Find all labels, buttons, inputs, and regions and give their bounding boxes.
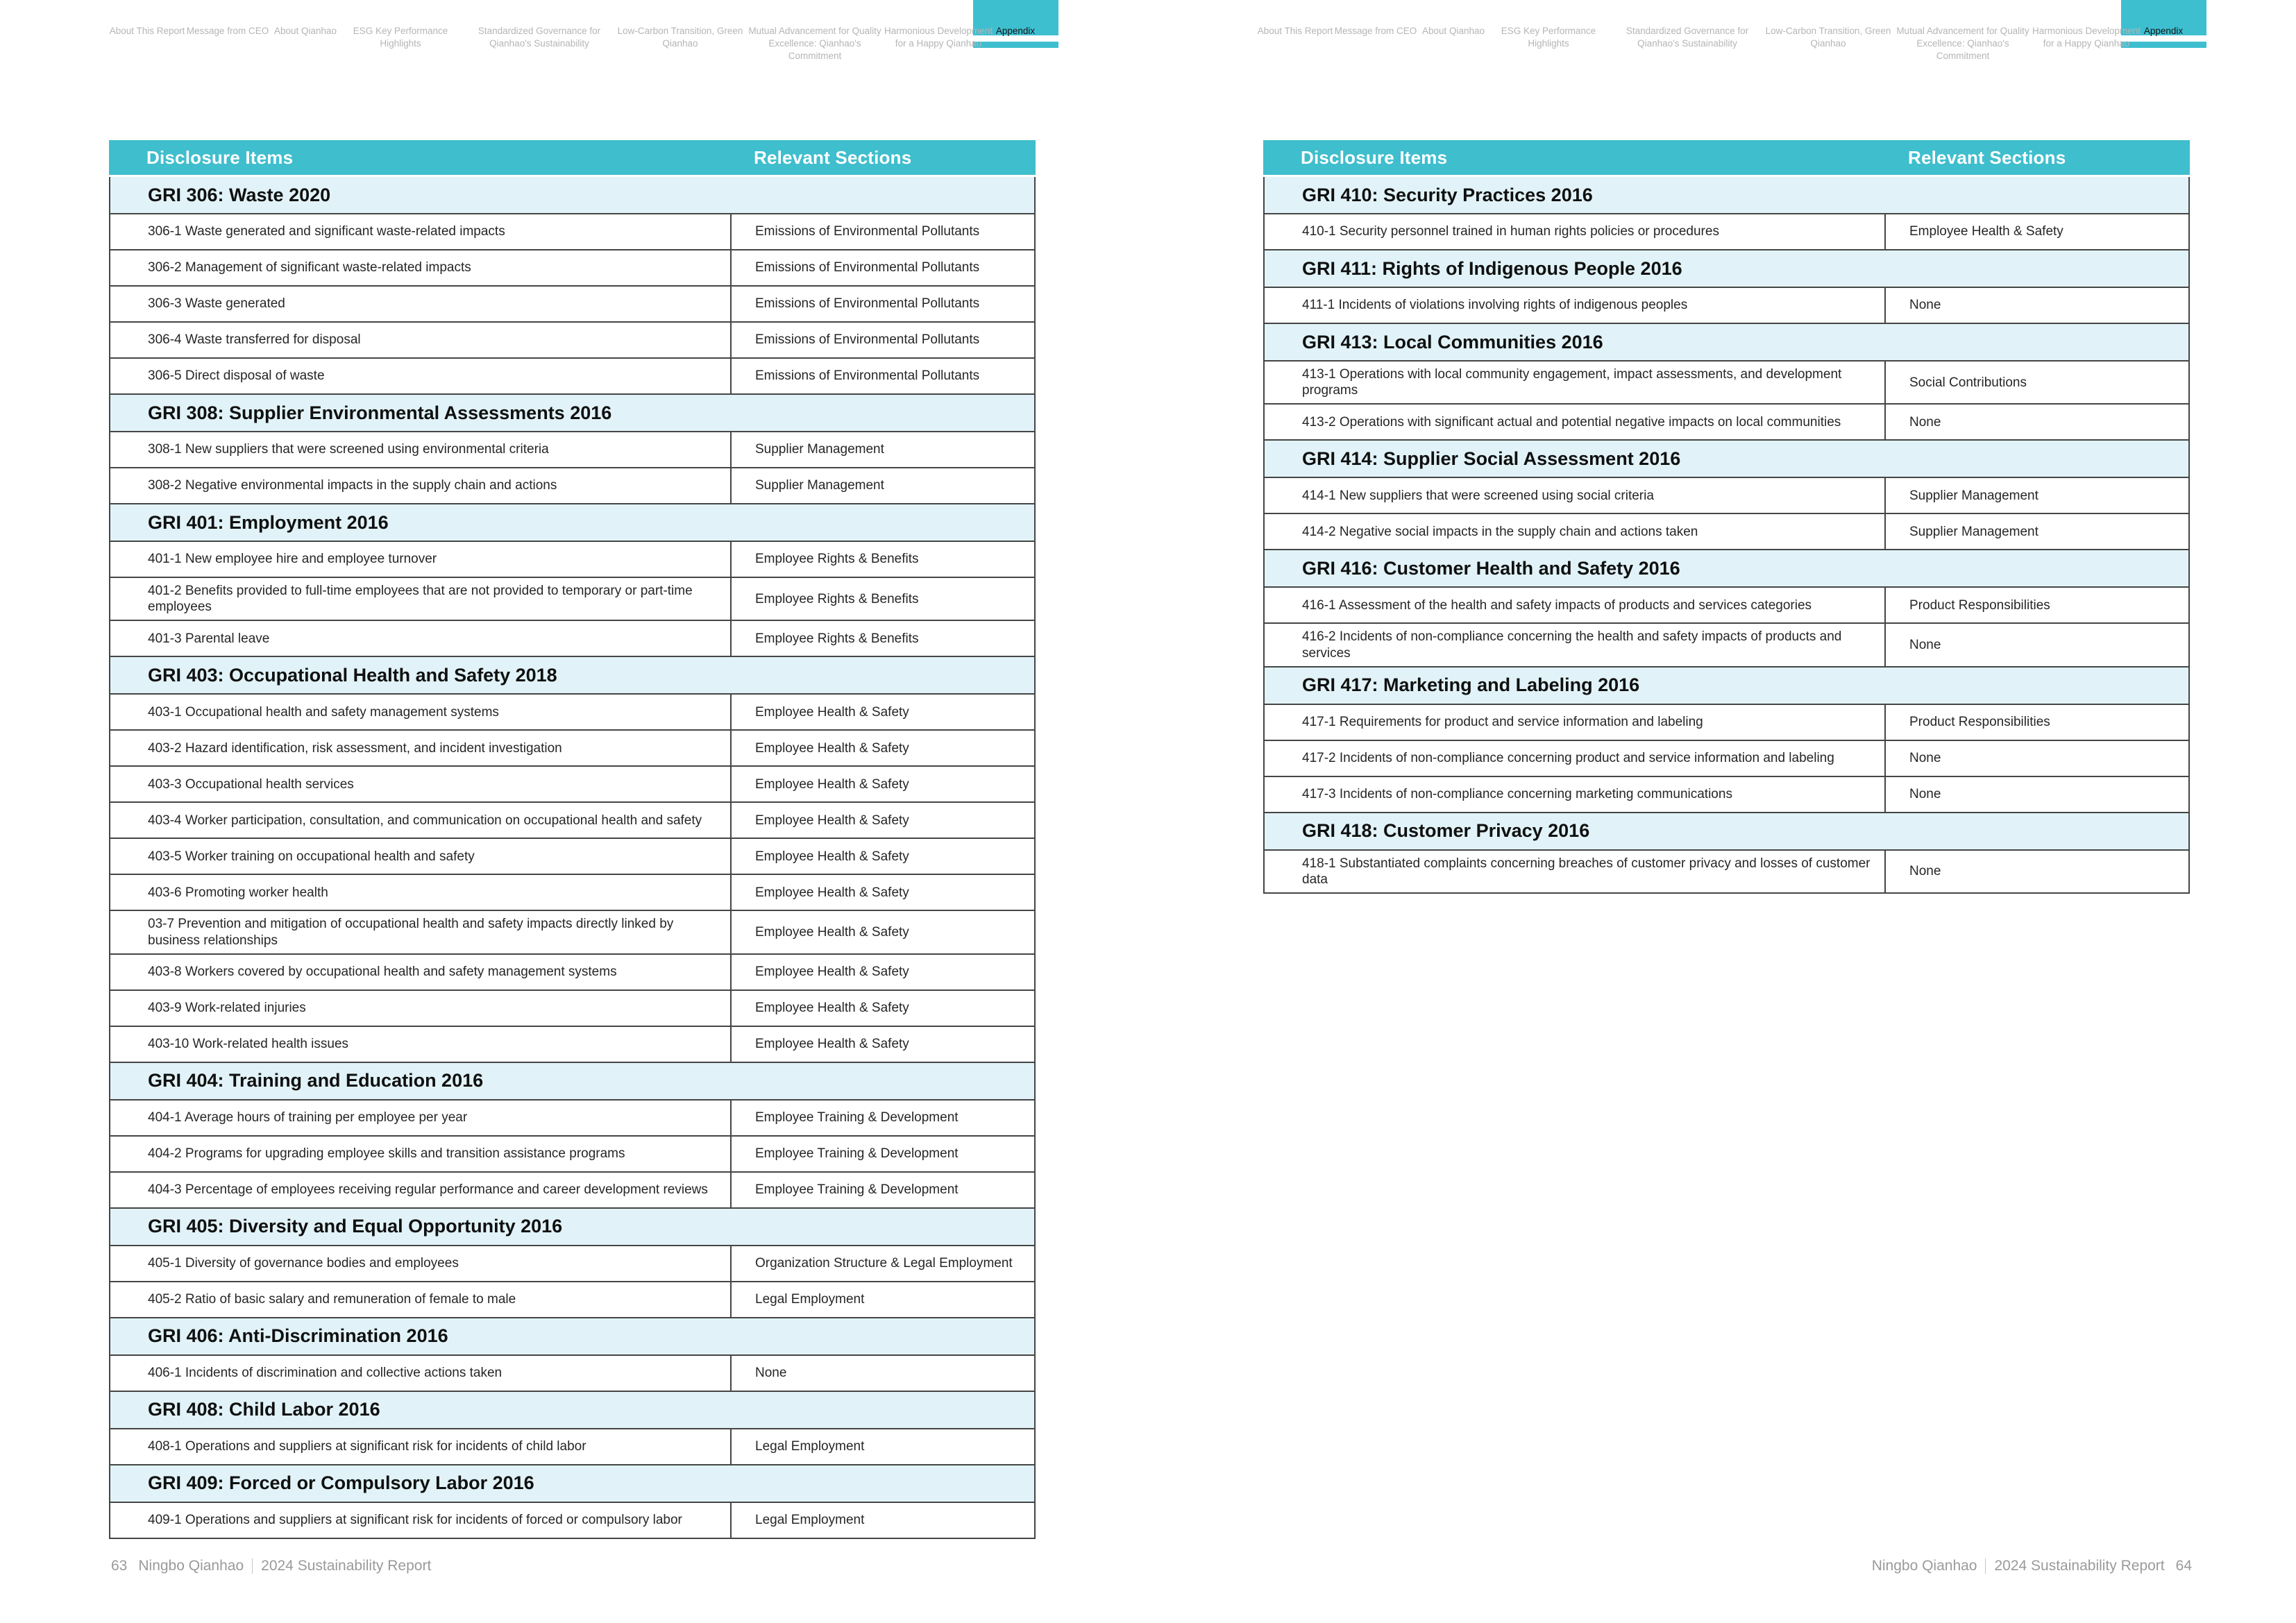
disclosure-item-cell: 416-1 Assessment of the health and safety impacts of products and services categories xyxy=(1265,588,1886,622)
disclosure-item-cell: 306-1 Waste generated and significant waste-related impacts xyxy=(110,214,732,249)
footer-divider xyxy=(252,1558,253,1574)
disclosure-item-cell: 405-2 Ratio of basic salary and remuneration of female to male xyxy=(110,1282,732,1317)
relevant-section-cell: None xyxy=(755,1366,787,1381)
relevant-section-cell: Employee Training & Development xyxy=(755,1146,959,1162)
section-header-row: GRI 403: Occupational Health and Safety 2018 xyxy=(110,656,1034,693)
section-header-row: GRI 413: Local Communities 2016 xyxy=(1265,323,2188,360)
table-row xyxy=(110,989,1034,1026)
relevant-section-cell: Employee Rights & Benefits xyxy=(755,552,919,567)
section-header-row: GRI 418: Customer Privacy 2016 xyxy=(1265,812,2188,849)
relevant-section-cell: Emissions of Environmental Pollutants xyxy=(755,332,980,348)
relevant-section-cell: Supplier Management xyxy=(1909,488,2038,503)
gri-disclosure-table xyxy=(1263,140,2190,894)
relevant-section-cell: Supplier Management xyxy=(755,478,884,493)
table-row xyxy=(110,357,1034,393)
table-row xyxy=(110,693,1034,729)
disclosure-item-cell: 308-1 New suppliers that were screened using environmental criteria xyxy=(110,432,732,467)
relevant-section-cell: Legal Employment xyxy=(755,1439,865,1454)
nav-item-mutual-advancement-for-quality-excellence-qianhao-s-commitment[interactable]: Mutual Advancement for Quality Excellence: Qianhao's Commitment xyxy=(1896,26,2029,62)
footer-page-number: 64 xyxy=(2175,1558,2192,1574)
relevant-section-cell: Product Responsibilities xyxy=(1909,715,2050,730)
disclosure-item-cell: 414-1 New suppliers that were screened using social criteria xyxy=(1265,478,1886,513)
nav-item-appendix[interactable]: Appendix xyxy=(995,26,1036,36)
disclosure-item-cell: 308-2 Negative environmental impacts in the supply chain and actions xyxy=(110,468,732,503)
relevant-section-cell: None xyxy=(1909,787,1941,802)
section-header-row: GRI 405: Diversity and Equal Opportunity 2016 xyxy=(110,1207,1034,1245)
table-row xyxy=(110,1026,1034,1062)
relevant-section-cell: Emissions of Environmental Pollutants xyxy=(755,368,980,384)
table-body xyxy=(109,177,1036,1539)
page-footer xyxy=(1872,1556,2192,1576)
table-row xyxy=(110,1281,1034,1317)
table-row xyxy=(110,801,1034,838)
section-header-row: GRI 306: Waste 2020 xyxy=(110,177,1034,213)
relevant-section-cell: Employee Health & Safety xyxy=(755,1001,909,1016)
disclosure-item-cell: 410-1 Security personnel trained in human rights policies or procedures xyxy=(1265,214,1886,249)
table-row xyxy=(1265,477,2188,513)
disclosure-item-cell: 411-1 Incidents of violations involving rights of indigenous peoples xyxy=(1265,288,1886,323)
table-row xyxy=(110,285,1034,321)
footer-brandline xyxy=(1872,1558,2165,1574)
disclosure-item-cell: 403-5 Worker training on occupational health and safety xyxy=(110,839,732,874)
top-nav xyxy=(0,0,1148,90)
relevant-section-cell: Employee Health & Safety xyxy=(755,776,909,792)
nav-item-harmonious-development-for-a-happy-qianhao[interactable]: Harmonious Development for a Happy Qianhao xyxy=(2032,26,2141,49)
nav-item-appendix[interactable]: Appendix xyxy=(2143,26,2184,36)
disclosure-item-cell: 418-1 Substantiated complaints concerning breaches of customer privacy and losses of customer data xyxy=(1265,851,1886,892)
nav-item-about-this-report[interactable]: About This Report xyxy=(109,26,185,36)
disclosure-item-cell: 403-1 Occupational health and safety management systems xyxy=(110,695,732,729)
table-row xyxy=(110,1135,1034,1171)
relevant-section-cell: Employee Health & Safety xyxy=(755,965,909,980)
footer-brand: Ningbo Qianhao xyxy=(138,1558,244,1574)
disclosure-item-cell: 406-1 Incidents of discrimination and collective actions taken xyxy=(110,1356,732,1391)
disclosure-item-cell: 417-2 Incidents of non-compliance concerning product and service information and labeling xyxy=(1265,741,1886,776)
disclosure-item-cell: 409-1 Operations and suppliers at significant risk for incidents of forced or compulsory labor xyxy=(110,1503,732,1538)
disclosure-item-cell: 403-3 Occupational health services xyxy=(110,767,732,801)
disclosure-item-cell: 417-3 Incidents of non-compliance concerning marketing communications xyxy=(1265,777,1886,812)
disclosure-item-cell: 306-3 Waste generated xyxy=(110,287,732,321)
table-row xyxy=(110,541,1034,577)
section-header-row: GRI 406: Anti-Discrimination 2016 xyxy=(110,1317,1034,1354)
disclosure-item-cell: 417-1 Requirements for product and service information and labeling xyxy=(1265,705,1886,740)
relevant-section-cell: Employee Health & Safety xyxy=(755,924,909,940)
table-row xyxy=(110,874,1034,910)
table-row xyxy=(1265,740,2188,776)
column-header-relevant-sections: Relevant Sections xyxy=(754,146,912,168)
footer-brand: Ningbo Qianhao xyxy=(1871,1558,1977,1574)
footer-brandline xyxy=(138,1558,431,1574)
table-row xyxy=(110,467,1034,503)
relevant-section-cell: None xyxy=(1909,864,1941,879)
disclosure-item-cell: 404-2 Programs for upgrading employee skills and transition assistance programs xyxy=(110,1137,732,1171)
table-header-row xyxy=(109,140,1036,175)
relevant-section-cell: Employee Rights & Benefits xyxy=(755,631,919,646)
footer-page-number: 63 xyxy=(111,1558,128,1574)
table-row xyxy=(110,765,1034,801)
disclosure-item-cell: 403-9 Work-related injuries xyxy=(110,991,732,1026)
relevant-section-cell: Organization Structure & Legal Employment xyxy=(755,1256,1013,1271)
relevant-section-cell: Emissions of Environmental Pollutants xyxy=(755,260,980,275)
nav-item-esg-key-performance-highlights[interactable]: ESG Key Performance Highlights xyxy=(353,26,448,49)
table-row xyxy=(1265,849,2188,892)
disclosure-item-cell: 306-5 Direct disposal of waste xyxy=(110,359,732,393)
table-row xyxy=(110,1354,1034,1391)
disclosure-item-cell: 414-2 Negative social impacts in the supply chain and actions taken xyxy=(1265,514,1886,549)
relevant-section-cell: Supplier Management xyxy=(1909,524,2038,539)
relevant-section-cell: Employee Health & Safety xyxy=(755,849,909,864)
table-row xyxy=(110,249,1034,285)
top-nav xyxy=(1148,0,2296,90)
nav-item-low-carbon-transition-green-qianhao[interactable]: Low-Carbon Transition, Green Qianhao xyxy=(617,26,743,49)
table-body xyxy=(1263,177,2190,894)
table-row xyxy=(110,1171,1034,1207)
relevant-section-cell: Employee Health & Safety xyxy=(755,1037,909,1052)
disclosure-item-cell: 03-7 Prevention and mitigation of occupational health and safety impacts directly linked by business relationships xyxy=(110,911,732,953)
nav-item-about-qianhao[interactable]: About Qianhao xyxy=(1421,26,1485,36)
disclosure-item-cell: 306-2 Management of significant waste-related impacts xyxy=(110,250,732,285)
section-header-row: GRI 308: Supplier Environmental Assessments 2016 xyxy=(110,393,1034,431)
column-header-relevant-sections: Relevant Sections xyxy=(1908,146,2066,168)
section-header-row: GRI 416: Customer Health and Safety 2016 xyxy=(1265,549,2188,586)
nav-item-standardized-governance-for-qianhao-s-sustainability[interactable]: Standardized Governance for Qianhao's Sustainability xyxy=(1626,26,1749,49)
relevant-section-cell: Employee Training & Development xyxy=(755,1182,959,1198)
section-header-row: GRI 410: Security Practices 2016 xyxy=(1265,177,2188,213)
table-row xyxy=(1265,403,2188,439)
nav-item-message-from-ceo[interactable]: Message from CEO xyxy=(186,26,269,36)
nav-item-message-from-ceo[interactable]: Message from CEO xyxy=(1334,26,1417,36)
table-row xyxy=(110,577,1034,620)
table-row xyxy=(110,431,1034,467)
disclosure-item-cell: 413-2 Operations with significant actual and potential negative impacts on local communities xyxy=(1265,405,1886,439)
relevant-section-cell: Social Contributions xyxy=(1909,375,2027,390)
disclosure-item-cell: 401-1 New employee hire and employee turnover xyxy=(110,542,732,577)
relevant-section-cell: None xyxy=(1909,414,1941,430)
section-header-row: GRI 417: Marketing and Labeling 2016 xyxy=(1265,666,2188,704)
nav-item-standardized-governance-for-qianhao-s-sustainability[interactable]: Standardized Governance for Qianhao's Sustainability xyxy=(478,26,601,49)
table-row xyxy=(110,953,1034,989)
table-row xyxy=(1265,287,2188,323)
relevant-section-cell: Legal Employment xyxy=(755,1292,865,1307)
nav-item-mutual-advancement-for-quality-excellence-qianhao-s-commitment[interactable]: Mutual Advancement for Quality Excellence: Qianhao's Commitment xyxy=(748,26,881,62)
relevant-section-cell: Product Responsibilities xyxy=(1909,597,2050,613)
table-row xyxy=(1265,586,2188,622)
table-row xyxy=(1265,213,2188,249)
relevant-section-cell: Employee Health & Safety xyxy=(755,885,909,900)
page-footer xyxy=(111,1556,431,1576)
disclosure-item-cell: 404-1 Average hours of training per employee per year xyxy=(110,1101,732,1135)
disclosure-item-cell: 403-6 Promoting worker health xyxy=(110,875,732,910)
table-row xyxy=(1265,704,2188,740)
table-row xyxy=(110,1428,1034,1464)
disclosure-item-cell: 401-2 Benefits provided to full-time employees that are not provided to temporary or part-time employees xyxy=(110,578,732,620)
column-header-disclosure-items: Disclosure Items xyxy=(146,146,294,168)
table-row xyxy=(1265,622,2188,665)
section-header-row: GRI 401: Employment 2016 xyxy=(110,503,1034,541)
disclosure-item-cell: 404-3 Percentage of employees receiving regular performance and career development reviews xyxy=(110,1173,732,1207)
disclosure-item-cell: 401-3 Parental leave xyxy=(110,621,732,656)
section-header-row: GRI 404: Training and Education 2016 xyxy=(110,1062,1034,1099)
relevant-section-cell: None xyxy=(1909,637,1941,652)
table-row xyxy=(1265,513,2188,549)
section-header-row: GRI 414: Supplier Social Assessment 2016 xyxy=(1265,439,2188,477)
nav-item-esg-key-performance-highlights[interactable]: ESG Key Performance Highlights xyxy=(1501,26,1596,49)
table-row xyxy=(110,729,1034,765)
disclosure-item-cell: 403-10 Work-related health issues xyxy=(110,1027,732,1062)
footer-report-title: 2024 Sustainability Report xyxy=(261,1558,432,1574)
footer-divider xyxy=(1985,1558,1986,1574)
table-row xyxy=(110,1099,1034,1135)
footer-report-title: 2024 Sustainability Report xyxy=(1994,1558,2165,1574)
nav-item-about-qianhao[interactable]: About Qianhao xyxy=(273,26,337,36)
disclosure-item-cell: 306-4 Waste transferred for disposal xyxy=(110,323,732,357)
relevant-section-cell: Employee Rights & Benefits xyxy=(755,591,919,606)
relevant-section-cell: Emissions of Environmental Pollutants xyxy=(755,224,980,239)
table-row xyxy=(110,213,1034,249)
section-header-row: GRI 408: Child Labor 2016 xyxy=(110,1391,1034,1428)
relevant-section-cell: Employee Health & Safety xyxy=(755,740,909,756)
table-row xyxy=(110,1245,1034,1281)
relevant-section-cell: Employee Health & Safety xyxy=(755,704,909,720)
relevant-section-cell: None xyxy=(1909,298,1941,313)
table-row xyxy=(110,321,1034,357)
nav-item-low-carbon-transition-green-qianhao[interactable]: Low-Carbon Transition, Green Qianhao xyxy=(1765,26,1891,49)
relevant-section-cell: Emissions of Environmental Pollutants xyxy=(755,296,980,312)
relevant-section-cell: None xyxy=(1909,751,1941,766)
page-right xyxy=(1148,0,2296,1623)
table-header-row xyxy=(1263,140,2190,175)
relevant-section-cell: Legal Employment xyxy=(755,1513,865,1528)
disclosure-item-cell: 403-4 Worker participation, consultation, and communication on occupational health and safety xyxy=(110,803,732,838)
gri-disclosure-table xyxy=(109,140,1036,1539)
relevant-section-cell: Employee Health & Safety xyxy=(1909,224,2063,239)
relevant-section-cell: Supplier Management xyxy=(755,442,884,457)
section-header-row: GRI 409: Forced or Compulsory Labor 2016 xyxy=(110,1464,1034,1502)
table-row xyxy=(1265,360,2188,403)
table-row xyxy=(110,910,1034,953)
disclosure-item-cell: 403-2 Hazard identification, risk assessment, and incident investigation xyxy=(110,731,732,765)
disclosure-item-cell: 408-1 Operations and suppliers at significant risk for incidents of child labor xyxy=(110,1429,732,1464)
nav-item-about-this-report[interactable]: About This Report xyxy=(1257,26,1333,36)
disclosure-item-cell: 403-8 Workers covered by occupational health and safety management systems xyxy=(110,955,732,989)
column-header-disclosure-items: Disclosure Items xyxy=(1301,146,1448,168)
table-row xyxy=(1265,776,2188,812)
relevant-section-cell: Employee Health & Safety xyxy=(755,813,909,828)
disclosure-item-cell: 405-1 Diversity of governance bodies and employees xyxy=(110,1246,732,1281)
relevant-section-cell: Employee Training & Development xyxy=(755,1110,959,1125)
disclosure-item-cell: 413-1 Operations with local community engagement, impact assessments, and development programs xyxy=(1265,362,1886,403)
table-row xyxy=(110,620,1034,656)
table-row xyxy=(110,1502,1034,1538)
table-row xyxy=(110,838,1034,874)
section-header-row: GRI 411: Rights of Indigenous People 2016 xyxy=(1265,249,2188,287)
disclosure-item-cell: 416-2 Incidents of non-compliance concerning the health and safety impacts of products and services xyxy=(1265,624,1886,665)
nav-item-harmonious-development-for-a-happy-qianhao[interactable]: Harmonious Development for a Happy Qianhao xyxy=(884,26,993,49)
